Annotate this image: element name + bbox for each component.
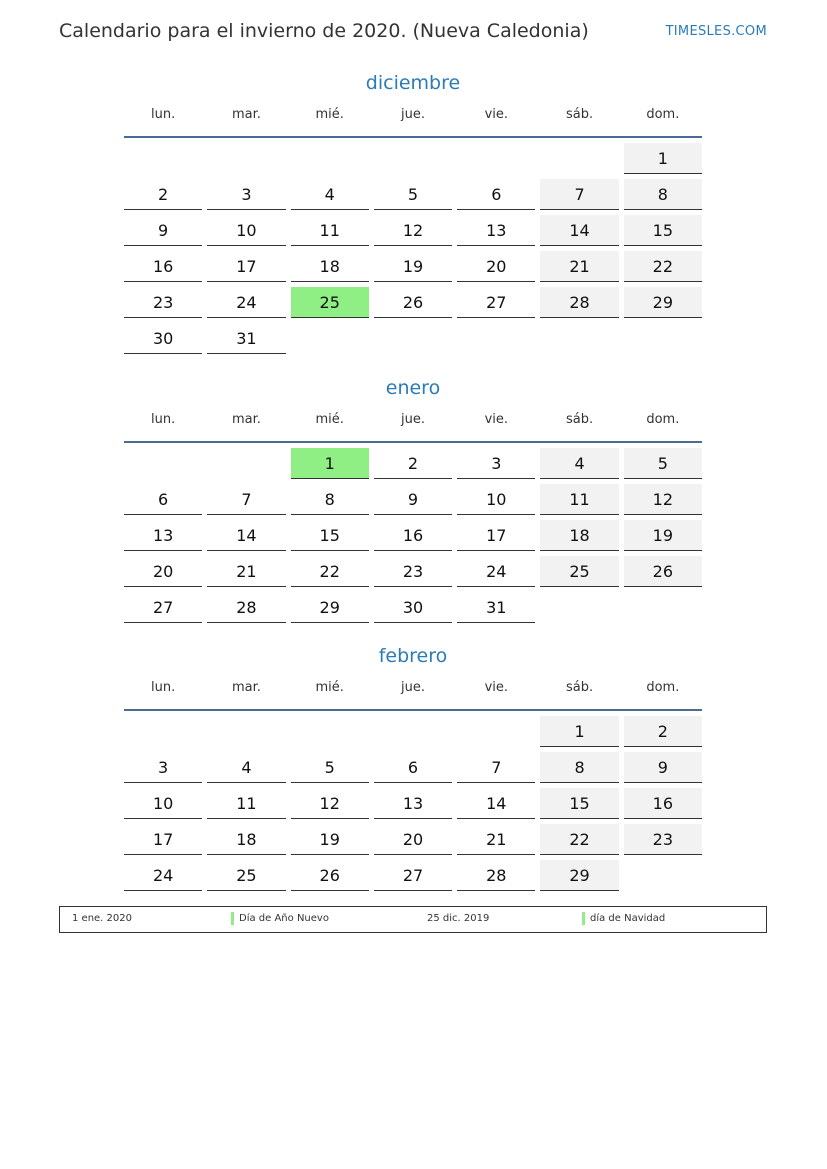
day-cell: 5 xyxy=(291,752,369,783)
day-cell: 8 xyxy=(291,484,369,515)
weekday-label: jue. xyxy=(401,107,425,122)
day-cell: 27 xyxy=(457,287,535,318)
day-cell: 29 xyxy=(291,592,369,623)
day-cell: 14 xyxy=(540,215,618,246)
legend-holiday-name: día de Navidad xyxy=(590,913,666,924)
day-cell: 28 xyxy=(457,860,535,891)
day-cell: 15 xyxy=(540,788,618,819)
day-cell: 16 xyxy=(374,520,452,551)
day-cell: 19 xyxy=(374,251,452,282)
day-cell: 28 xyxy=(540,287,618,318)
day-cell: 25 xyxy=(540,556,618,587)
month-january xyxy=(124,373,702,623)
weekday-label: mar. xyxy=(231,107,261,122)
day-cell: 2 xyxy=(124,179,202,210)
day-cell: 1 xyxy=(624,143,702,174)
legend-holiday-name: Día de Año Nuevo xyxy=(239,913,329,924)
day-cell: 16 xyxy=(124,251,202,282)
day-cell: 19 xyxy=(291,824,369,855)
day-cell: 24 xyxy=(207,287,285,318)
day-cell: 20 xyxy=(124,556,202,587)
empty-cell xyxy=(207,716,285,746)
day-cell: 30 xyxy=(124,323,202,354)
day-cell: 7 xyxy=(457,752,535,783)
day-cell: 21 xyxy=(540,251,618,282)
day-cell: 17 xyxy=(457,520,535,551)
day-cell: 2 xyxy=(624,716,702,747)
day-cell: 22 xyxy=(624,251,702,282)
day-cell: 19 xyxy=(624,520,702,551)
day-cell: 14 xyxy=(457,788,535,819)
legend-holiday-marker xyxy=(231,912,234,925)
day-cell: 11 xyxy=(207,788,285,819)
day-cell: 2 xyxy=(374,448,452,479)
weekday-label: jue. xyxy=(401,680,425,695)
day-cell: 18 xyxy=(540,520,618,551)
empty-cell xyxy=(457,143,535,173)
weekday-label: lun. xyxy=(151,412,176,427)
weekday-label: lun. xyxy=(151,107,176,122)
empty-cell xyxy=(374,143,452,173)
weekday-header xyxy=(124,671,702,711)
day-cell: 21 xyxy=(207,556,285,587)
day-cell: 23 xyxy=(624,824,702,855)
day-cell: 26 xyxy=(624,556,702,587)
day-cell: 31 xyxy=(457,592,535,623)
weekday-label: sáb. xyxy=(566,680,594,695)
day-cell: 20 xyxy=(457,251,535,282)
day-cell: 25 xyxy=(207,860,285,891)
weekday-label: vie. xyxy=(484,412,508,427)
day-cell: 8 xyxy=(540,752,618,783)
weekday-label: lun. xyxy=(151,680,176,695)
day-cell: 5 xyxy=(624,448,702,479)
day-cell: 12 xyxy=(624,484,702,515)
empty-cell xyxy=(124,448,202,478)
month-december xyxy=(124,68,702,354)
day-cell: 10 xyxy=(207,215,285,246)
day-cell: 28 xyxy=(207,592,285,623)
weekday-label: mar. xyxy=(231,680,261,695)
empty-cell xyxy=(207,143,285,173)
weekday-label: vie. xyxy=(484,680,508,695)
weekday-label: sáb. xyxy=(566,107,594,122)
day-cell: 9 xyxy=(374,484,452,515)
weekday-label: mar. xyxy=(231,412,261,427)
day-grid xyxy=(124,448,702,623)
day-cell: 1 xyxy=(540,716,618,747)
day-cell: 20 xyxy=(374,824,452,855)
day-cell: 13 xyxy=(374,788,452,819)
weekday-label: mié. xyxy=(315,412,344,427)
weekday-label: jue. xyxy=(401,412,425,427)
day-cell: 12 xyxy=(374,215,452,246)
empty-cell xyxy=(291,143,369,173)
weekday-label: dom. xyxy=(646,107,680,122)
empty-cell xyxy=(124,143,202,173)
page-title: Calendario para el invierno de 2020. (Nueva Caledonia) xyxy=(59,20,589,42)
day-cell: 4 xyxy=(207,752,285,783)
day-cell: 12 xyxy=(291,788,369,819)
day-cell: 9 xyxy=(124,215,202,246)
weekday-header xyxy=(124,403,702,443)
day-cell: 5 xyxy=(374,179,452,210)
day-cell: 23 xyxy=(124,287,202,318)
day-cell: 9 xyxy=(624,752,702,783)
holiday-day-cell: 1 xyxy=(291,448,369,479)
site-link[interactable]: TIMESLES.COM xyxy=(665,24,767,39)
weekday-label: vie. xyxy=(484,107,508,122)
day-cell: 13 xyxy=(124,520,202,551)
day-grid xyxy=(124,716,702,891)
weekday-label: sáb. xyxy=(566,412,594,427)
legend-date: 1 ene. 2020 xyxy=(72,913,132,924)
day-cell: 31 xyxy=(207,323,285,354)
holiday-legend xyxy=(59,906,767,933)
day-cell: 22 xyxy=(540,824,618,855)
day-cell: 3 xyxy=(207,179,285,210)
day-cell: 18 xyxy=(291,251,369,282)
day-cell: 22 xyxy=(291,556,369,587)
month-february xyxy=(124,641,702,891)
day-cell: 21 xyxy=(457,824,535,855)
day-cell: 3 xyxy=(457,448,535,479)
day-cell: 6 xyxy=(124,484,202,515)
weekday-label: dom. xyxy=(646,412,680,427)
day-cell: 7 xyxy=(540,179,618,210)
day-cell: 15 xyxy=(291,520,369,551)
day-cell: 7 xyxy=(207,484,285,515)
day-cell: 30 xyxy=(374,592,452,623)
holiday-day-cell: 25 xyxy=(291,287,369,318)
empty-cell xyxy=(207,448,285,478)
day-cell: 26 xyxy=(291,860,369,891)
day-cell: 18 xyxy=(207,824,285,855)
day-cell: 26 xyxy=(374,287,452,318)
empty-cell xyxy=(457,716,535,746)
day-cell: 6 xyxy=(457,179,535,210)
empty-cell xyxy=(374,716,452,746)
day-cell: 8 xyxy=(624,179,702,210)
legend-holiday-marker xyxy=(582,912,585,925)
day-cell: 6 xyxy=(374,752,452,783)
weekday-label: mié. xyxy=(315,107,344,122)
day-cell: 29 xyxy=(624,287,702,318)
day-cell: 4 xyxy=(540,448,618,479)
day-cell: 11 xyxy=(291,215,369,246)
day-cell: 17 xyxy=(124,824,202,855)
day-cell: 29 xyxy=(540,860,618,891)
weekday-header xyxy=(124,98,702,138)
month-name: enero xyxy=(385,377,441,399)
day-cell: 14 xyxy=(207,520,285,551)
day-cell: 4 xyxy=(291,179,369,210)
day-cell: 24 xyxy=(457,556,535,587)
month-name: diciembre xyxy=(365,72,461,94)
day-cell: 23 xyxy=(374,556,452,587)
day-cell: 13 xyxy=(457,215,535,246)
day-cell: 15 xyxy=(624,215,702,246)
day-cell: 10 xyxy=(457,484,535,515)
weekday-label: dom. xyxy=(646,680,680,695)
legend-date: 25 dic. 2019 xyxy=(427,913,490,924)
day-cell: 27 xyxy=(374,860,452,891)
day-cell: 11 xyxy=(540,484,618,515)
empty-cell xyxy=(124,716,202,746)
day-grid xyxy=(124,143,702,354)
empty-cell xyxy=(291,716,369,746)
day-cell: 10 xyxy=(124,788,202,819)
day-cell: 3 xyxy=(124,752,202,783)
empty-cell xyxy=(540,143,618,173)
day-cell: 17 xyxy=(207,251,285,282)
day-cell: 24 xyxy=(124,860,202,891)
weekday-label: mié. xyxy=(315,680,344,695)
month-name: febrero xyxy=(378,645,448,667)
day-cell: 27 xyxy=(124,592,202,623)
day-cell: 16 xyxy=(624,788,702,819)
